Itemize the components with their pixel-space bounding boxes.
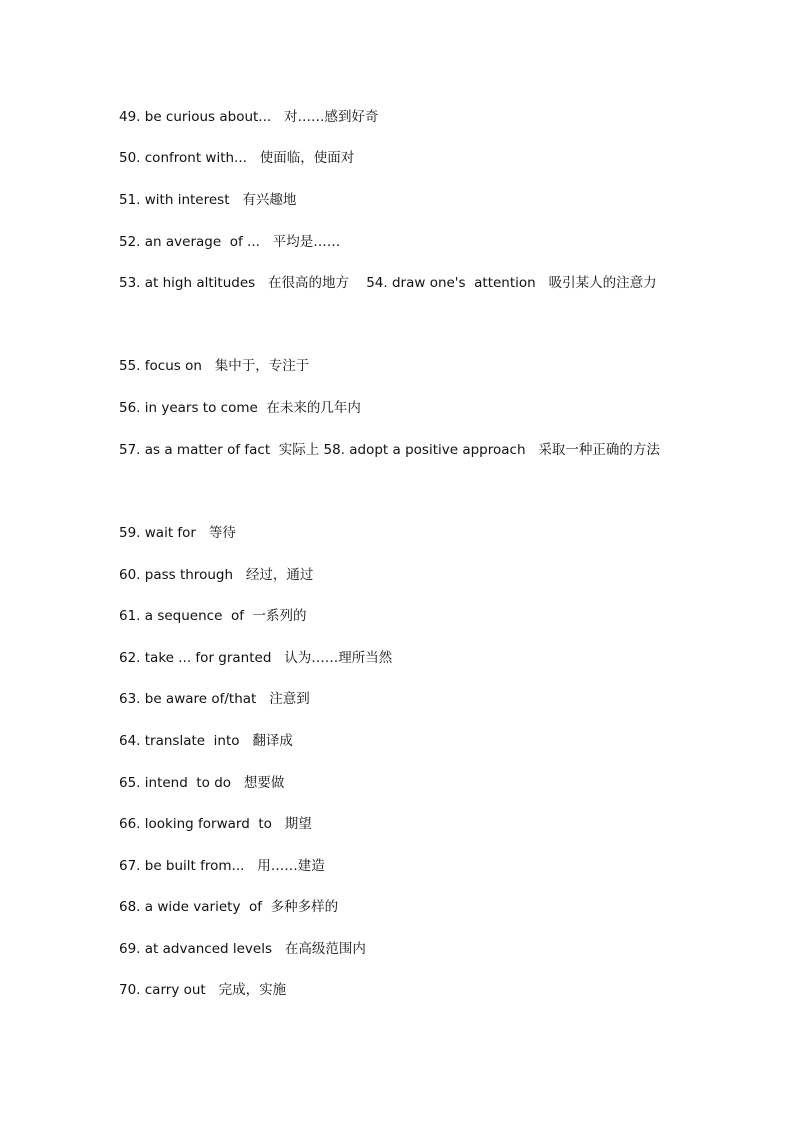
phrase-entry-64 [119, 730, 293, 752]
phrase-entry-63 [119, 688, 310, 710]
entry-text: 70. carry out 完成，实施 [119, 982, 287, 998]
entry-text: 69. at advanced levels 在高级范围内 [119, 941, 366, 957]
phrase-entry-57-58 [119, 439, 660, 461]
entry-text: 50. confront with... 使面临，使面对 [119, 150, 355, 166]
phrase-entry-62 [119, 647, 392, 669]
phrase-entry-68 [119, 896, 338, 918]
entry-text: 64. translate into 翻译成 [119, 733, 293, 749]
phrase-entry-53-54 [119, 272, 657, 294]
entry-text: 56. in years to come 在未来的几年内 [119, 400, 361, 416]
entry-text: 59. wait for 等待 [119, 525, 236, 541]
phrase-entry-49 [119, 106, 379, 128]
phrase-entry-50 [119, 147, 354, 169]
entry-text: 63. be aware of/that 注意到 [119, 691, 310, 707]
phrase-entry-67 [119, 855, 325, 877]
entry-text: 66. looking forward to 期望 [119, 816, 312, 832]
entry-text: 55. focus on 集中于，专注于 [119, 358, 310, 374]
phrase-entry-59 [119, 522, 236, 544]
entry-text: 52. an average of ... 平均是…… [119, 234, 341, 250]
entry-text: 60. pass through 经过，通过 [119, 567, 314, 583]
phrase-entry-70 [119, 979, 286, 1001]
entry-text: 65. intend to do 想要做 [119, 775, 285, 791]
entry-text: 61. a sequence of 一系列的 [119, 608, 307, 624]
phrase-entry-56 [119, 397, 361, 419]
entry-text: 67. be built from... 用……建造 [119, 858, 325, 874]
entry-text: 62. take ... for granted 认为……理所当然 [119, 650, 393, 666]
entry-text: 57. as a matter of fact 实际上 58. adopt a positive approach 采取一种正确的方法 [119, 442, 660, 458]
phrase-entry-69 [119, 938, 366, 960]
phrase-entry-65 [119, 772, 284, 794]
phrase-entry-60 [119, 564, 313, 586]
phrase-entry-52 [119, 231, 340, 253]
entry-text: 51. with interest 有兴趣地 [119, 192, 297, 208]
entry-text: 49. be curious about... 对……感到好奇 [119, 109, 379, 125]
phrase-entry-51 [119, 189, 296, 211]
phrase-entry-61 [119, 605, 307, 627]
phrase-entry-55 [119, 355, 309, 377]
entry-text: 53. at high altitudes 在很高的地方 54. draw one's attention 吸引某人的注意力 [119, 275, 657, 291]
phrase-entry-66 [119, 813, 312, 835]
entry-text: 68. a wide variety of 多种多样的 [119, 899, 339, 915]
